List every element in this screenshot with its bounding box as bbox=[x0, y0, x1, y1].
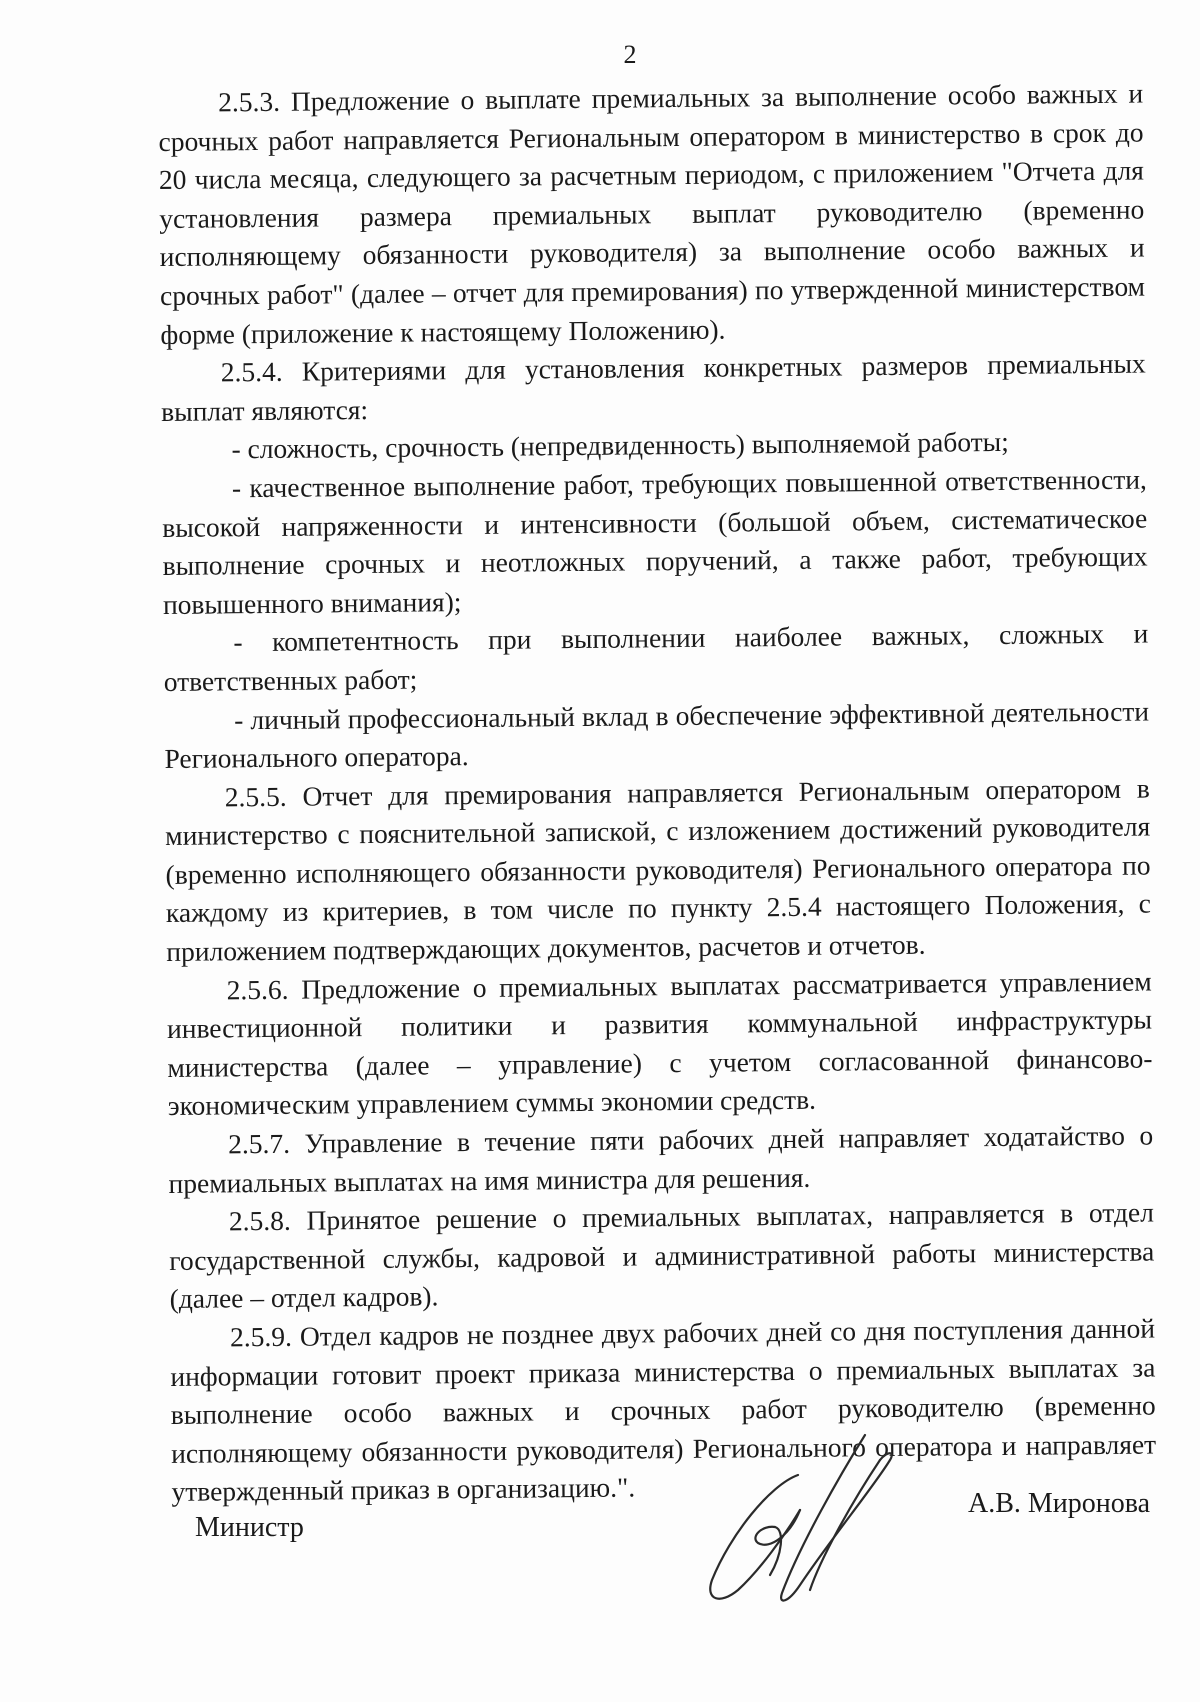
signatory-title: Министр bbox=[195, 1512, 304, 1543]
criteria-item-quality: - качественное выполнение работ, требующих повышенной ответственности, высокой напряженности и интенсивности (большой объем, систематическое выполнение срочных и неотложных поручений, а также работ, требующих повышенного внимания); bbox=[162, 463, 1148, 620]
criteria-item-competence: - компетентность при выполнении наиболее важных, сложных и ответственных работ; bbox=[163, 617, 1149, 697]
paragraph-2-5-8: 2.5.8. Принятое решение о премиальных выплатах, направляется в отдел государственной службы, кадровой и административной работы министерства (далее – отдел кадров). bbox=[169, 1196, 1155, 1315]
criteria-item-complexity: - сложность, срочность (непредвиденность) выполняемой работы; bbox=[231, 426, 1009, 465]
paragraph-2-5-7: 2.5.7. Управление в течение пяти рабочих дней направляет ходатайство о премиальных выплатах на имя министра для решения. bbox=[168, 1119, 1154, 1199]
paragraph-2-5-5: 2.5.5. Отчет для премирования направляется Региональным оператором в министерство с пояснительной запиской, с изложением достижений руководителя (временно исполняющего обязанности руководителя) Регионального оператора по каждому из критериев, в том числе по пункту 2.5.4 настоящего Положения, с приложением подтверждающих документов, расчетов и отчетов. bbox=[165, 772, 1152, 968]
paragraph-2-5-9: 2.5.9. Отдел кадров не позднее двух рабочих дней со дня поступления данной информации готовит проект приказа министерства о премиальных выплатах за выполнение особо важных и срочных работ руководителю (временно исполняющему обязанности руководителя) Регионального оператора и направляет утвержденный приказ в организацию.". bbox=[170, 1312, 1157, 1508]
paragraph-2-5-6: 2.5.6. Предложение о премиальных выплатах рассматривается управлением инвестиционной политики и развития коммунальной инфраструктуры министерства (далее – управление) с учетом согласованной финансово-экономическим управлением суммы экономии средств. bbox=[166, 965, 1153, 1122]
paragraph-2-5-3: 2.5.3. Предложение о выплате премиальных за выполнение особо важных и срочных работ направляется Региональным оператором в министерство в срок до 20 числа месяца, следующего за расчетным периодом, с приложением "Отчета для установления размера премиальных выплат руководителю (временно исполняющему обязанности руководителя) за выполнение особо важных и срочных работ" (далее – отчет для премирования) по утвержденной министерством форме (приложение к настоящему Положению). bbox=[158, 77, 1146, 350]
document-body bbox=[158, 75, 1157, 1512]
page-number: 2 bbox=[623, 40, 637, 69]
criteria-item-contribution: - личный профессиональный вклад в обеспечение эффективной деятельности Регионального оператора. bbox=[164, 695, 1150, 775]
paragraph-2-5-4: 2.5.4. Критериями для установления конкретных размеров премиальных выплат являются: bbox=[160, 347, 1146, 427]
signatory-name: А.В. Миронова bbox=[968, 1488, 1151, 1519]
